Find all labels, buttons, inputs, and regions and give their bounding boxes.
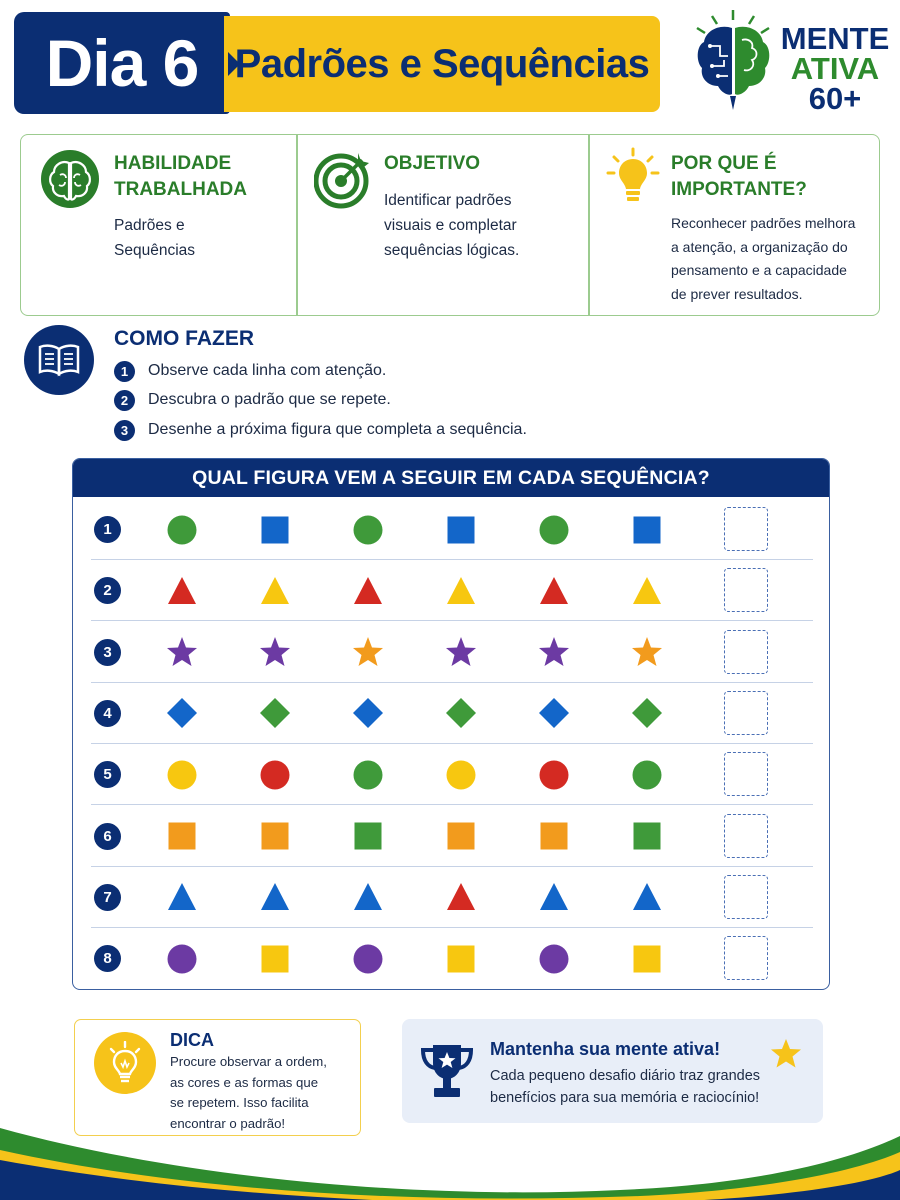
yellow-circle-icon (441, 744, 481, 805)
green-circle-icon (534, 499, 574, 560)
brain-icon (40, 149, 100, 209)
skill-text: Padrões e Sequências (114, 217, 196, 259)
book-icon-badge (24, 325, 94, 395)
row-number: 2 (94, 577, 121, 604)
sequence-puzzle (72, 458, 830, 990)
objective-text: Identificar padrões visuais e completar sequências lógicas. (384, 192, 520, 259)
green-square-icon (348, 806, 388, 867)
answer-box[interactable] (724, 630, 768, 674)
objective-title: OBJETIVO (384, 153, 481, 174)
lightbulb-icon (105, 1041, 145, 1085)
blue-square-icon (255, 499, 295, 560)
purple-star-icon (255, 622, 295, 683)
brand-logo (692, 10, 892, 122)
row-number: 8 (94, 945, 121, 972)
puzzle-title: QUAL FIGURA VEM A SEGUIR EM CADA SEQUÊNCIA? (192, 466, 710, 489)
blue-diamond-icon (534, 683, 574, 744)
purple-circle-icon (348, 928, 388, 989)
day-label: Dia 6 (45, 26, 199, 100)
blue-diamond-icon (348, 683, 388, 744)
orange-star-icon (627, 622, 667, 683)
brain-logo-icon (692, 10, 782, 115)
info-panel (20, 134, 880, 316)
yellow-square-icon (255, 928, 295, 989)
yellow-square-icon (627, 928, 667, 989)
blue-triangle-icon (162, 867, 202, 928)
step-text: Desenhe a próxima figura que completa a sequência. (148, 421, 527, 438)
answer-box[interactable] (724, 691, 768, 735)
title-banner (224, 16, 660, 112)
step-number: 3 (114, 420, 135, 441)
purple-star-icon (534, 622, 574, 683)
green-square-icon (627, 806, 667, 867)
yellow-triangle-icon (255, 560, 295, 621)
sequence-row (73, 560, 829, 621)
red-triangle-icon (441, 867, 481, 928)
green-circle-icon (348, 744, 388, 805)
star-icon (770, 1038, 802, 1069)
red-triangle-icon (534, 560, 574, 621)
orange-square-icon (534, 806, 574, 867)
answer-box[interactable] (724, 814, 768, 858)
logo-line2: ATIVA (790, 51, 880, 86)
importance-text: Reconhecer padrões melhora a atenção, a organização do pensamento e a capacidade de prever resultados. (671, 215, 856, 302)
lightbulb-icon (606, 147, 660, 205)
decorative-waves (0, 1108, 900, 1200)
row-number: 4 (94, 700, 121, 727)
purple-star-icon (162, 622, 202, 683)
blue-triangle-icon (627, 867, 667, 928)
orange-square-icon (441, 806, 481, 867)
row-number: 3 (94, 639, 121, 666)
step-item (114, 359, 386, 383)
step-number: 2 (114, 390, 135, 411)
red-triangle-icon (162, 560, 202, 621)
answer-box[interactable] (724, 936, 768, 980)
skill-title: HABILIDADE TRABALHADA (114, 153, 247, 200)
purple-star-icon (441, 622, 481, 683)
purple-circle-icon (534, 928, 574, 989)
orange-square-icon (255, 806, 295, 867)
motivation-text: Cada pequeno desafio diário traz grandes benefícios para sua memória e raciocínio! (490, 1068, 761, 1106)
green-circle-icon (627, 744, 667, 805)
row-number: 6 (94, 823, 121, 850)
step-item (114, 418, 527, 442)
answer-box[interactable] (724, 875, 768, 919)
green-circle-icon (162, 499, 202, 560)
target-icon (314, 149, 372, 209)
green-diamond-icon (441, 683, 481, 744)
row-number: 5 (94, 761, 121, 788)
green-diamond-icon (627, 683, 667, 744)
divider (588, 135, 590, 315)
motivation-title: Mantenha sua mente ativa! (490, 1039, 721, 1059)
sequence-row (73, 499, 829, 560)
logo-line3: 60+ (808, 81, 862, 116)
tip-icon-badge (94, 1032, 156, 1094)
step-number: 1 (114, 361, 135, 382)
tip-title: DICA (170, 1030, 214, 1050)
importance-title: POR QUE É IMPORTANTE? (671, 153, 807, 200)
sequence-row (73, 744, 829, 805)
puzzle-header (73, 459, 829, 497)
row-number: 1 (94, 516, 121, 543)
orange-square-icon (162, 806, 202, 867)
step-item (114, 388, 391, 412)
yellow-square-icon (441, 928, 481, 989)
blue-diamond-icon (162, 683, 202, 744)
yellow-triangle-icon (627, 560, 667, 621)
red-circle-icon (534, 744, 574, 805)
day-badge (14, 12, 230, 114)
logo-text (780, 21, 890, 116)
purple-circle-icon (162, 928, 202, 989)
red-circle-icon (255, 744, 295, 805)
blue-square-icon (627, 499, 667, 560)
row-number: 7 (94, 884, 121, 911)
how-to-title: COMO FAZER (114, 327, 254, 350)
answer-box[interactable] (724, 752, 768, 796)
sequence-row (73, 622, 829, 683)
green-circle-icon (348, 499, 388, 560)
blue-triangle-icon (534, 867, 574, 928)
page-title: Padrões e Sequências (234, 41, 650, 86)
sequence-row (73, 867, 829, 928)
tip-text: Procure observar a ordem, as cores e as formas que se repetem. Isso facilita encontrar o padrão! (170, 1054, 327, 1131)
step-text: Descubra o padrão que se repete. (148, 391, 391, 408)
answer-box[interactable] (724, 568, 768, 612)
blue-triangle-icon (255, 867, 295, 928)
sequence-row (73, 683, 829, 744)
green-diamond-icon (255, 683, 295, 744)
answer-box[interactable] (724, 507, 768, 551)
book-icon (37, 343, 81, 377)
yellow-triangle-icon (441, 560, 481, 621)
sequence-row (73, 928, 829, 989)
trophy-icon (418, 1041, 476, 1101)
orange-star-icon (348, 622, 388, 683)
yellow-circle-icon (162, 744, 202, 805)
blue-triangle-icon (348, 867, 388, 928)
sequence-row (73, 806, 829, 867)
logo-line1: MENTE (780, 21, 890, 56)
blue-square-icon (441, 499, 481, 560)
divider (296, 135, 298, 315)
step-text: Observe cada linha com atenção. (148, 362, 387, 379)
banner-notch (228, 52, 240, 76)
red-triangle-icon (348, 560, 388, 621)
